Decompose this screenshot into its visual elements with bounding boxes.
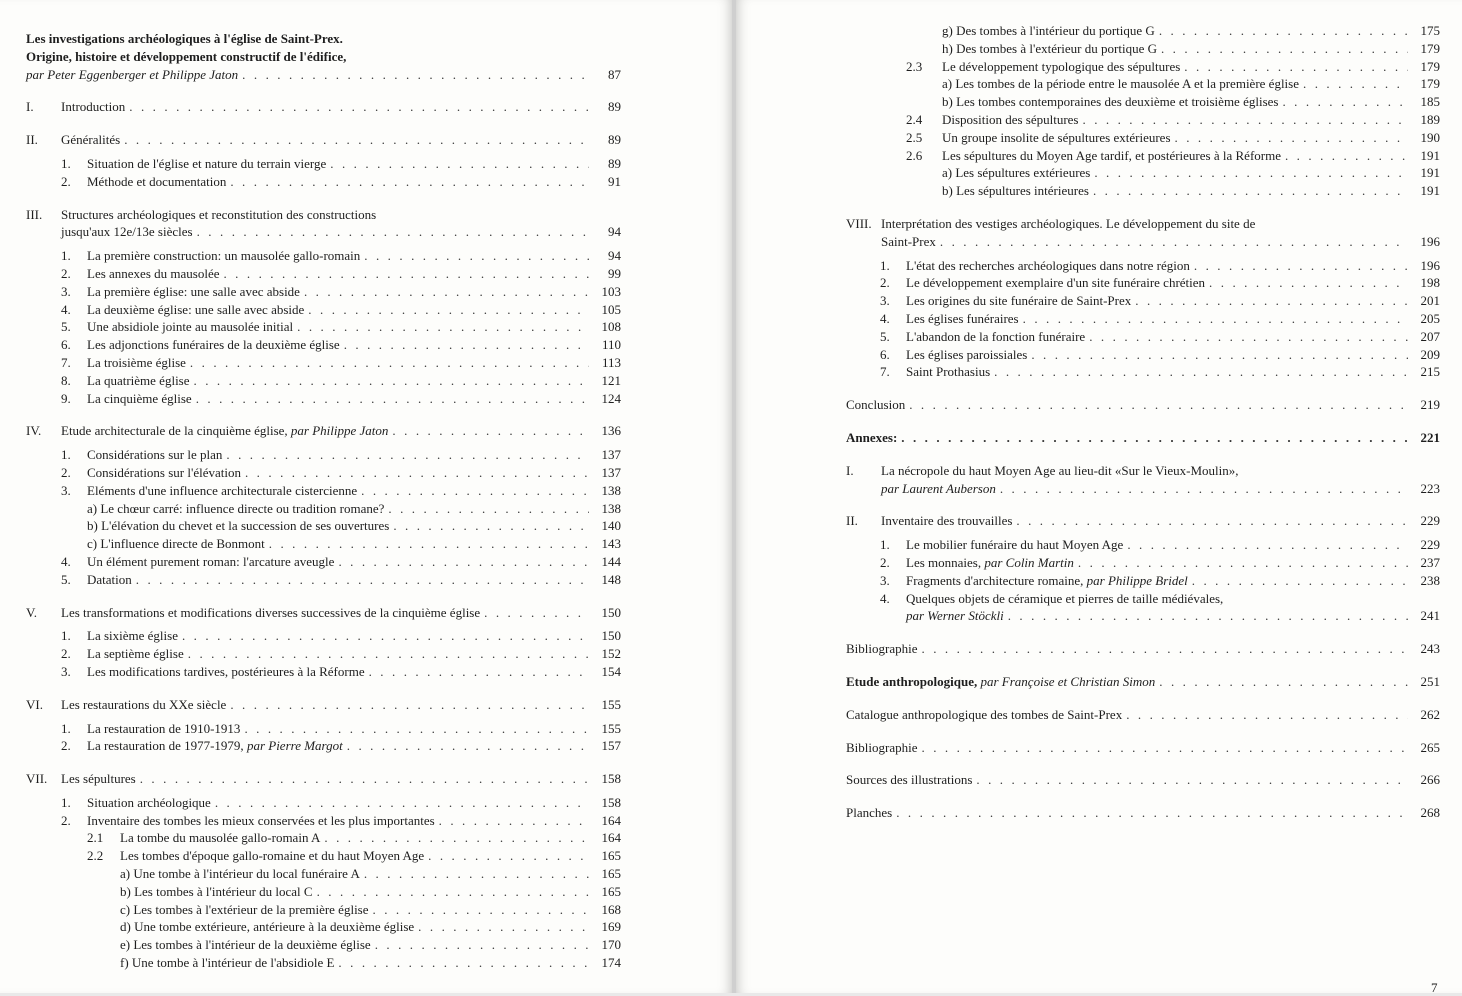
toc-entry[interactable]: 1. L'état des recherches archéologiques dans notre région . . . 196 (846, 257, 1440, 275)
dot-leader (1209, 274, 1408, 292)
toc-entry[interactable]: 7. La troisième église . . . 113 (26, 354, 621, 372)
toc-right (846, 22, 1440, 822)
page-number: 7 (1431, 980, 1438, 995)
toc-entry[interactable]: 2.1 La tombe du mausolée gallo-romain A . . . 164 (26, 829, 621, 847)
toc-entry[interactable]: h) Des tombes à l'extérieur du portique G . . . 179 (846, 40, 1440, 58)
dot-leader (994, 363, 1408, 381)
dot-leader (369, 663, 589, 681)
dot-leader (324, 829, 589, 847)
toc-entry[interactable]: 5. Une absidiole jointe au mausolée initial . . . 108 (26, 318, 621, 336)
dot-leader (922, 739, 1409, 757)
dot-leader (1127, 536, 1408, 554)
dot-leader (364, 865, 589, 883)
toc-entry[interactable]: a) Les sépultures extérieures . . . 191 (846, 164, 1440, 182)
toc-entry[interactable]: b) L'élévation du chevet et la succession de ses ouvertures . . . 140 (26, 517, 621, 535)
dot-leader (1159, 22, 1408, 40)
toc-entry[interactable]: 2.2 Les tombes d'époque gallo-romaine et du haut Moyen Age . . . 165 (26, 847, 621, 865)
dot-leader (269, 535, 589, 553)
dot-leader (361, 482, 589, 500)
toc-entry[interactable]: e) Les tombes à l'intérieur de la deuxième église . . . 170 (26, 936, 621, 954)
dot-leader (242, 66, 589, 84)
toc-header-title-1: Les investigations archéologiques à l'église de Saint-Prex. (26, 31, 343, 46)
toc-entry[interactable]: a) Une tombe à l'intérieur du local funéraire A . . . 165 (26, 865, 621, 883)
toc-entry[interactable]: 4. Un élément purement roman: l'arcature aveugle . . . 144 (26, 553, 621, 571)
toc-header-title-2: Origine, histoire et développement constructif de l'édifice, (26, 48, 347, 64)
dot-leader (196, 390, 589, 408)
toc-entry[interactable]: 2. Considérations sur l'élévation . . . 137 (26, 464, 621, 482)
dot-leader (124, 131, 589, 149)
toc-entry[interactable]: 1. La première construction: un mausolée gallo-romain . . . 94 (26, 247, 621, 265)
toc-entry[interactable]: 2. Inventaire des tombes les mieux conservées et les plus importantes . . . 164 (26, 812, 621, 830)
dot-leader (129, 98, 589, 116)
dot-leader (439, 812, 589, 830)
toc-entry[interactable]: IV. Etude architecturale de la cinquième église, par Philippe Jaton . . . 136 (26, 422, 621, 440)
toc-entry[interactable]: 4. Les églises funéraires . . . 205 (846, 310, 1440, 328)
dot-leader (418, 918, 589, 936)
dot-leader (1031, 346, 1408, 364)
dot-leader (304, 283, 589, 301)
dot-leader (1161, 40, 1408, 58)
dot-leader (245, 464, 589, 482)
toc-entry[interactable]: 2. La septième église . . . 152 (26, 645, 621, 663)
dot-leader (338, 553, 589, 571)
dot-leader (484, 604, 589, 622)
toc-entry[interactable]: Bibliographie . . . 243 (846, 640, 1440, 658)
dot-leader (392, 422, 589, 440)
dot-leader (364, 247, 589, 265)
toc-entry[interactable]: 1. Considérations sur le plan . . . 137 (26, 446, 621, 464)
toc-entry[interactable]: 9. La cinquième église . . . 124 (26, 390, 621, 408)
dot-leader (317, 883, 589, 901)
toc-entry[interactable]: 4. La deuxième église: une salle avec abside . . . 105 (26, 301, 621, 319)
toc-entry[interactable]: a) Le chœur carré: influence directe ou tradition romane? . . . 138 (26, 500, 621, 518)
dot-leader (428, 847, 589, 865)
toc-entry[interactable]: 2. Le développement exemplaire d'un site funéraire chrétien . . . 198 (846, 274, 1440, 292)
toc-left (26, 30, 621, 972)
toc-entry[interactable]: 7. Saint Prothasius . . . 215 (846, 363, 1440, 381)
dot-leader (297, 318, 589, 336)
toc-entry[interactable]: c) Les tombes à l'extérieur de la première église . . . 168 (26, 901, 621, 919)
toc-entry[interactable]: 1. Situation archéologique . . . 158 (26, 794, 621, 812)
dot-leader (190, 354, 589, 372)
dot-leader (922, 640, 1409, 658)
toc-entry[interactable]: 5. Datation . . . 148 (26, 571, 621, 589)
toc-entry[interactable]: 2. Les monnaies, par Colin Martin . . . 237 (846, 554, 1440, 572)
dot-leader (308, 301, 589, 319)
toc-entry[interactable]: Bibliographie . . . 265 (846, 739, 1440, 757)
toc-entry[interactable]: 2.5 Un groupe insolite de sépultures extérieures . . . 190 (846, 129, 1440, 147)
dot-leader (1093, 182, 1408, 200)
dot-leader (197, 223, 589, 241)
toc-entry[interactable]: 2. Les annexes du mausolée . . . 99 (26, 265, 621, 283)
dot-leader (338, 954, 589, 972)
dot-leader (230, 696, 589, 714)
toc-entry[interactable]: Catalogue anthropologique des tombes de Saint-Prex . . . 262 (846, 706, 1440, 724)
toc-entry-line1[interactable]: 4. Quelques objets de céramique et pierres de taille médiévales, (880, 590, 1224, 606)
dot-leader (1000, 480, 1408, 498)
dot-leader (215, 794, 589, 812)
dot-leader (1194, 257, 1408, 275)
dot-leader (1175, 129, 1408, 147)
dot-leader (940, 233, 1408, 251)
dot-leader (909, 396, 1408, 414)
toc-entry[interactable]: b) Les sépultures intérieures . . . 191 (846, 182, 1440, 200)
toc-entry[interactable]: 3. Fragments d'architecture romaine, par Philippe Bridel . . . 238 (846, 572, 1440, 590)
dot-leader (140, 770, 589, 788)
dot-leader (375, 936, 589, 954)
toc-entry[interactable]: 3. Les origines du site funéraire de Saint-Prex . . . 201 (846, 292, 1440, 310)
toc-entry[interactable]: 1. Le mobilier funéraire du haut Moyen Age . . . 229 (846, 536, 1440, 554)
dot-leader (1023, 310, 1408, 328)
toc-entry[interactable]: 3. La première église: une salle avec abside . . . 103 (26, 283, 621, 301)
dot-leader (136, 571, 589, 589)
toc-entry-line2[interactable]: Saint-Prex . . . 196 (846, 233, 1440, 251)
toc-entry[interactable]: d) Une tombe extérieure, antérieure à la deuxième église . . . 169 (26, 918, 621, 936)
toc-entry[interactable]: f) Une tombe à l'intérieur de l'absidiole E . . . 174 (26, 954, 621, 972)
toc-entry[interactable]: Sources des illustrations . . . 266 (846, 771, 1440, 789)
dot-leader (226, 446, 589, 464)
toc-entry[interactable]: VII. Les sépultures . . . 158 (26, 770, 621, 788)
dot-leader (1078, 554, 1408, 572)
toc-entry[interactable]: 5. L'abandon de la fonction funéraire . . . 207 (846, 328, 1440, 346)
toc-entry[interactable]: 2.3 Le développement typologique des sépultures . . . 179 (846, 58, 1440, 76)
toc-entry[interactable]: 1. Situation de l'église et nature du terrain vierge . . . 89 (26, 155, 621, 173)
toc-entry[interactable]: b) Les tombes à l'intérieur du local C . . . 165 (26, 883, 621, 901)
toc-entry[interactable]: 6. Les adjonctions funéraires de la deuxième église . . . 110 (26, 336, 621, 354)
toc-entry[interactable]: c) L'influence directe de Bonmont . . . 143 (26, 535, 621, 553)
toc-entry-line2[interactable]: par Laurent Auberson . . . 223 (846, 480, 1440, 498)
toc-entry[interactable]: g) Des tombes à l'intérieur du portique G . . . 175 (846, 22, 1440, 40)
dot-leader (194, 372, 589, 390)
dot-leader (1184, 58, 1408, 76)
toc-entry-line2[interactable]: jusqu'aux 12e/13e siècles . . . 94 (26, 223, 621, 241)
toc-entry[interactable]: II. Inventaire des trouvailles . . . 229 (846, 512, 1440, 530)
dot-leader (373, 901, 589, 919)
dot-leader (230, 173, 589, 191)
toc-entry[interactable]: Annexes: . . . 221 (846, 429, 1440, 447)
toc-entry[interactable]: V. Les transformations et modifications diverses successives de la cinquième église . . . 150 (26, 604, 621, 622)
toc-entry-line1[interactable]: VIII. Interprétation des vestiges archéologiques. Le développement du site de (846, 215, 1256, 231)
dot-leader (1126, 706, 1408, 724)
dot-leader (347, 737, 589, 755)
toc-entry-line1[interactable]: III. Structures archéologiques et reconstitution des constructions (26, 206, 377, 222)
dot-leader (901, 429, 1408, 447)
dot-leader (1083, 111, 1409, 129)
dot-leader (188, 645, 589, 663)
dot-leader (344, 336, 589, 354)
dot-leader (1159, 673, 1408, 691)
dot-leader (223, 265, 589, 283)
dot-leader (976, 771, 1408, 789)
toc-entry[interactable]: 3. Les modifications tardives, postérieures à la Réforme . . . 154 (26, 663, 621, 681)
dot-leader (896, 804, 1408, 822)
dot-leader (1303, 75, 1408, 93)
toc-entry[interactable]: 1. La restauration de 1910-1913 . . . 155 (26, 720, 621, 738)
dot-leader (1016, 512, 1408, 530)
toc-entry[interactable]: a) Les tombes de la période entre le mausolée A et la première église . . . 179 (846, 75, 1440, 93)
dot-leader (1285, 147, 1408, 165)
toc-entry[interactable]: 2. La restauration de 1977-1979, par Pierre Margot . . . 157 (26, 737, 621, 755)
toc-entry[interactable]: 3. Eléments d'une influence architecturale cistercienne . . . 138 (26, 482, 621, 500)
dot-leader (244, 720, 589, 738)
dot-leader (1282, 93, 1408, 111)
toc-entry[interactable]: 2. Méthode et documentation . . . 91 (26, 173, 621, 191)
dot-leader (388, 500, 589, 518)
dot-leader (182, 627, 589, 645)
toc-entry[interactable]: 8. La quatrième église . . . 121 (26, 372, 621, 390)
dot-leader (1089, 328, 1408, 346)
toc-entry[interactable]: I. Introduction . . . 89 (26, 98, 621, 116)
dot-leader (1094, 164, 1408, 182)
toc-entry[interactable]: Conclusion . . . 219 (846, 396, 1440, 414)
toc-entry-line2[interactable]: par Werner Stöckli . . . 241 (846, 607, 1440, 625)
toc-entry[interactable]: Planches . . . 268 (846, 804, 1440, 822)
dot-leader (1192, 572, 1408, 590)
toc-entry-line1[interactable]: I. La nécropole du haut Moyen Age au lieu-dit «Sur le Vieux-Moulin», (846, 462, 1239, 478)
dot-leader (393, 517, 589, 535)
toc-entry[interactable]: 2.4 Disposition des sépultures . . . 189 (846, 111, 1440, 129)
toc-entry[interactable]: VI. Les restaurations du XXe siècle . . . 155 (26, 696, 621, 714)
toc-entry[interactable]: par Peter Eggenberger et Philippe Jaton . . . 87 (26, 66, 621, 84)
dot-leader (1135, 292, 1408, 310)
toc-entry[interactable]: b) Les tombes contemporaines des deuxième et troisième églises . . . 185 (846, 93, 1440, 111)
toc-entry[interactable]: Etude anthropologique, par Françoise et Christian Simon . . . 251 (846, 673, 1440, 691)
toc-entry[interactable]: 6. Les églises paroissiales . . . 209 (846, 346, 1440, 364)
dot-leader (1008, 607, 1408, 625)
dot-leader (330, 155, 589, 173)
toc-entry[interactable]: 2.6 Les sépultures du Moyen Age tardif, et postérieures à la Réforme . . . 191 (846, 147, 1440, 165)
toc-entry[interactable]: II. Généralités . . . 89 (26, 131, 621, 149)
toc-entry[interactable]: 1. La sixième église . . . 150 (26, 627, 621, 645)
